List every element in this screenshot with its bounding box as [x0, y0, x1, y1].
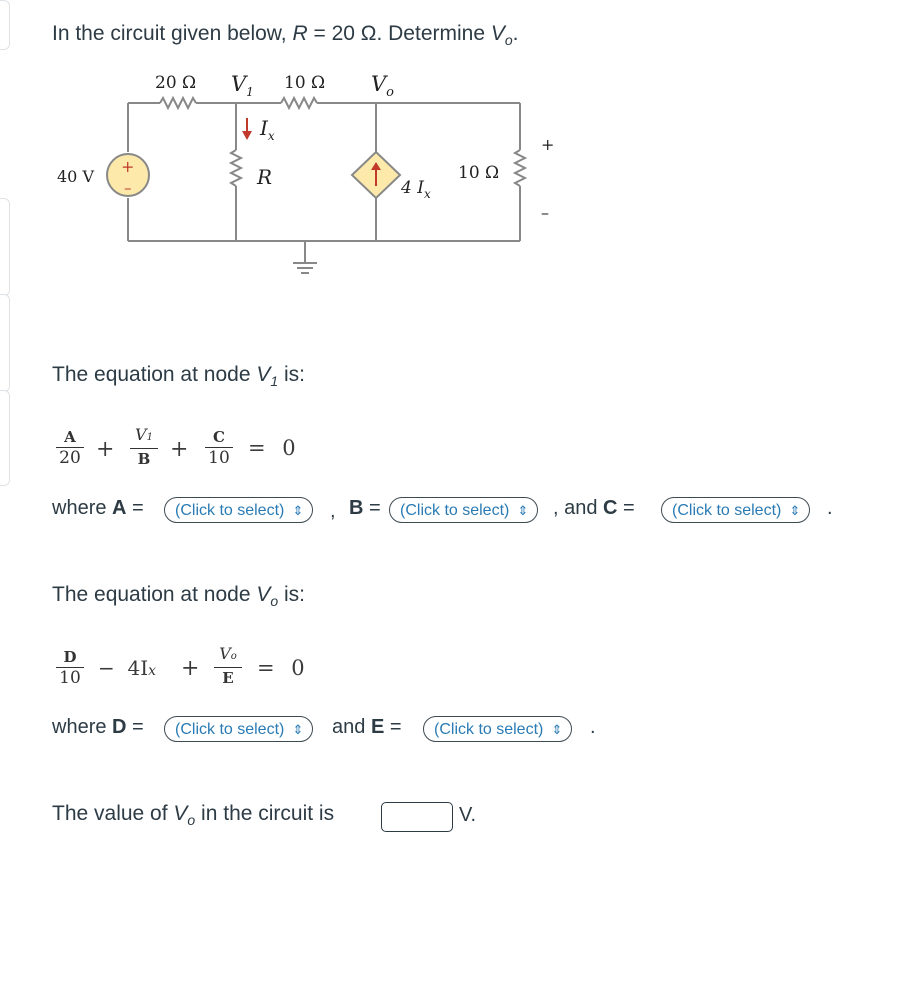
resistor-r [231, 150, 241, 186]
r1-label: 20 Ω [155, 73, 197, 93]
fraction-c-over-10: C 10 [205, 428, 233, 467]
vo-plus-sign: + [541, 135, 555, 154]
ix-label: $I_x$ [260, 116, 275, 143]
ix-arrow-icon [242, 131, 252, 140]
plus-sign: + [181, 656, 200, 681]
chevron-updown-icon: ⇕ [789, 503, 801, 518]
dropdown-e[interactable]: (Click to select) ⇕ [423, 716, 572, 742]
equals-zero: = 0 [257, 656, 305, 680]
vo-label: $V_o$ [371, 72, 394, 100]
and-e-label: and E = [332, 716, 402, 738]
plus-sign: + [170, 437, 189, 462]
fraction-d-over-10: D 10 [56, 648, 84, 687]
r2-label: 10 Ω [284, 73, 326, 93]
and-c-label: , and C = [553, 497, 635, 519]
fraction-v1-over-b: V1 B [130, 426, 158, 468]
source-label: 40 V [57, 167, 94, 186]
card-edge [0, 294, 10, 392]
dropdown-b[interactable]: (Click to select) ⇕ [389, 497, 538, 523]
resistor-10-ohm-shunt [515, 150, 525, 186]
b-label: B = [349, 497, 381, 519]
card-edge [0, 390, 10, 486]
resistor-10-ohm-series [281, 98, 317, 108]
where-de-line: where D = [52, 716, 144, 738]
plus-sign: + [96, 437, 115, 462]
circuit-diagram [0, 60, 600, 295]
chevron-updown-icon: ⇕ [517, 503, 529, 518]
dropdown-a[interactable]: (Click to select) ⇕ [164, 497, 313, 523]
chevron-updown-icon: ⇕ [551, 722, 563, 737]
vo-minus-sign: – [541, 203, 549, 222]
chevron-updown-icon: ⇕ [292, 503, 304, 518]
unit-label: V. [459, 804, 477, 826]
dep-source-label: 4 $I_x$ [401, 178, 431, 201]
comma: , [330, 500, 336, 522]
minus-4ix-term: − 4Ix [98, 656, 157, 680]
r-label: R [257, 165, 273, 189]
fraction-vo-over-e: Vo E [214, 645, 242, 687]
v1-label: $V_1$ [231, 72, 254, 99]
equals-zero: = 0 [248, 436, 296, 460]
fraction-a-over-20: A 20 [56, 428, 84, 467]
svg-text:–: – [124, 179, 132, 197]
node-v1-prompt: The equation at node $V_1$ is: [52, 363, 305, 389]
vo-answer-input[interactable] [381, 802, 453, 832]
svg-text:+: + [121, 157, 135, 176]
period: . [590, 716, 596, 738]
node-vo-prompt: The equation at node $V_o$ is: [52, 583, 305, 609]
period: . [827, 497, 833, 519]
final-prompt: The value of $V_o$ in the circuit is [52, 802, 335, 828]
resistor-20-ohm [160, 98, 196, 108]
where-abc-line: where A = [52, 497, 144, 519]
dropdown-c[interactable]: (Click to select) ⇕ [661, 497, 810, 523]
r3-label: 10 Ω [458, 163, 500, 183]
chevron-updown-icon: ⇕ [292, 722, 304, 737]
card-edge [0, 0, 10, 50]
question-text: In the circuit given below, R = 20 Ω. Determine $V_o$. [52, 22, 519, 48]
dropdown-d[interactable]: (Click to select) ⇕ [164, 716, 313, 742]
